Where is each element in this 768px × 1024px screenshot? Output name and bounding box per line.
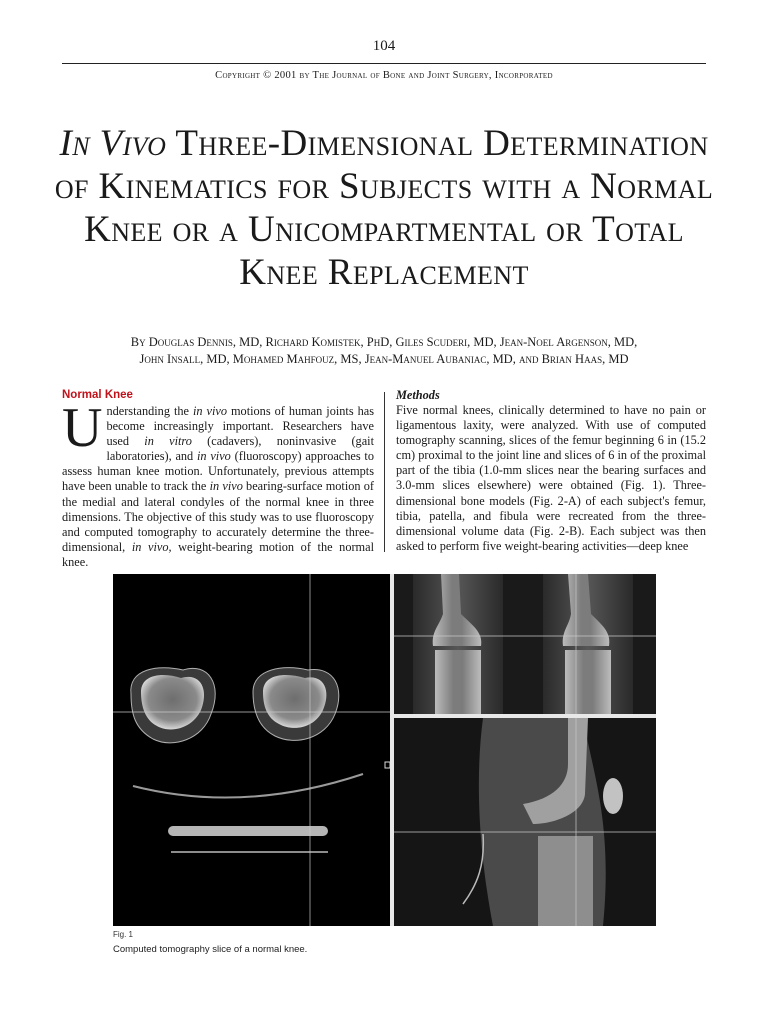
italic-term: in vivo bbox=[209, 479, 243, 494]
figure-caption: Computed tomography slice of a normal knee. bbox=[113, 944, 308, 955]
title-rest: Three-Dimensional Determination of Kinematics for Subjects with a Normal Knee or a Unicompartmental or Total Knee Replacement bbox=[54, 123, 714, 293]
italic-term: in vitro bbox=[144, 434, 192, 449]
figure-label: Fig. 1 bbox=[113, 930, 134, 939]
italic-term: in vivo, bbox=[131, 539, 172, 554]
author-line-1: By Douglas Dennis, MD, Richard Komistek, PhD, Giles Scuderi, MD, Jean-Noel Argenson, MD, bbox=[130, 335, 638, 349]
coronal-view-panel bbox=[394, 574, 656, 714]
sagittal-view-panel bbox=[394, 718, 656, 926]
author-list bbox=[50, 334, 718, 368]
text-segment: nderstanding the bbox=[106, 404, 193, 418]
italic-term: in vivo bbox=[197, 449, 231, 464]
ct-figure bbox=[113, 574, 656, 926]
author-line-2: John Insall, MD, Mohamed Mahfouz, MS, Jean-Manuel Aubaniac, MD, and Brian Haas, MD bbox=[139, 352, 629, 366]
text-segment: (fluoroscopy) approaches to assess human knee motion. Unfortunately, previous attempts have been unable to track the bbox=[62, 449, 375, 494]
left-column bbox=[62, 388, 374, 570]
section-heading-methods: Methods bbox=[396, 388, 440, 402]
page-number: 104 bbox=[372, 38, 396, 54]
section-heading-normal-knee: Normal Knee bbox=[62, 389, 133, 401]
text-segment: bearing-surface motion of the medial and lateral condyles of the normal knee in three dimensions. The objective of this study was to use fluoroscopy and computed tomography to accurately determine the three-dimensional, bbox=[62, 479, 375, 554]
text-segment: (cadavers), noninvasive (gait laboratories), and bbox=[106, 434, 374, 464]
right-column bbox=[396, 388, 706, 554]
methods-paragraph: Five normal knees, clinically determined to have no pain or ligamentous laxity, were analyzed. With use of computed tomography scanning, slices of the femur beginning 6 in (15.2 cm) proximal to the joint line and slices of 6 in of the proximal part of the tibia (1.0-mm slices near the bearing surfaces and 3.0-mm slices elsewhere) were obtained (Fig. 1). Three-dimensional bone models (Fig. 2-A) of each subject's femur, tibia, patella, and fibula were recreated from the three-dimensional volume data (Fig. 2-B). Each subject was then asked to perform five weight-bearing activities—deep knee bbox=[396, 403, 706, 553]
header-rule bbox=[62, 63, 706, 64]
column-divider bbox=[384, 392, 385, 552]
italic-term: in vivo bbox=[192, 404, 227, 418]
drop-cap: U bbox=[62, 397, 103, 459]
text-segment: weight-bearing motion of the normal knee. bbox=[62, 539, 374, 569]
ct-scan-image bbox=[113, 574, 656, 926]
text-segment: motions of human joints has become increasingly important. Researchers have used bbox=[106, 404, 374, 449]
intro-paragraph bbox=[62, 397, 375, 570]
title-italic: In Vivo bbox=[59, 123, 167, 164]
copyright-line: Copyright © 2001 by The Journal of Bone and Joint Surgery, Incorporated bbox=[215, 70, 553, 81]
article-title bbox=[40, 122, 728, 294]
